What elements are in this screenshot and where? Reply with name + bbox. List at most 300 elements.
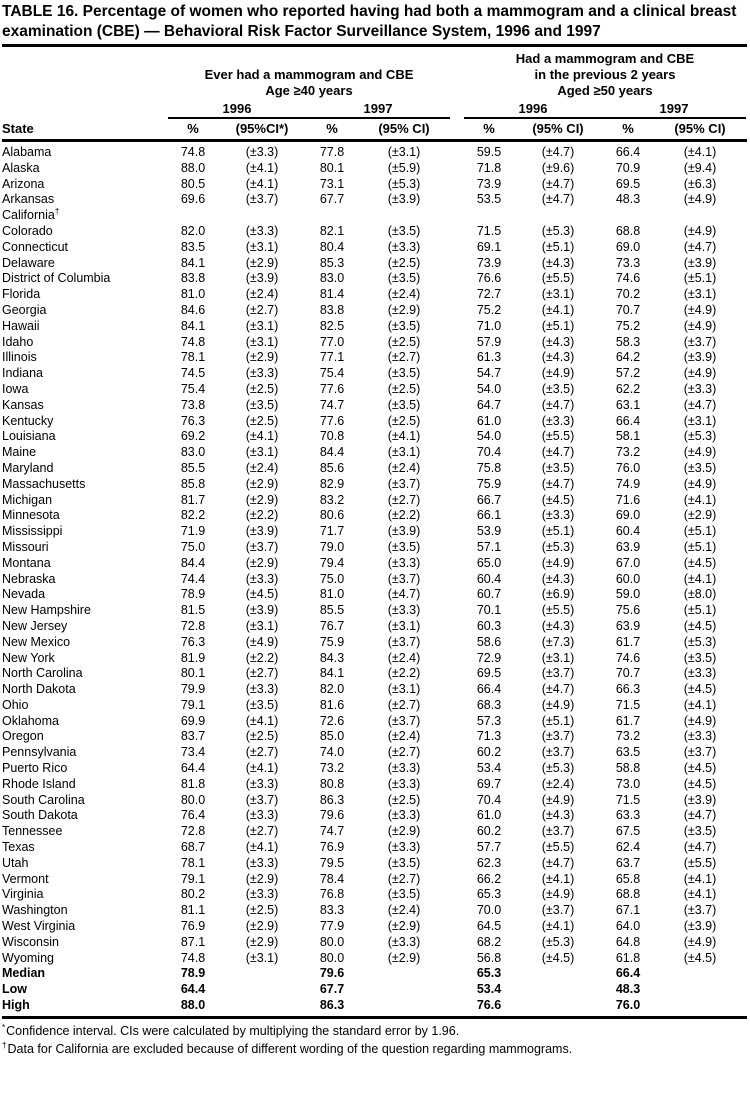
percent-value: 64.5 bbox=[476, 919, 502, 934]
percent-value: 81.6 bbox=[319, 697, 345, 712]
state-name: Nevada bbox=[2, 587, 46, 602]
ci-value: (±4.9) bbox=[541, 697, 575, 712]
ci-value: (±4.9) bbox=[541, 555, 575, 570]
table-row bbox=[2, 777, 747, 793]
ci-value: (±2.5) bbox=[387, 413, 421, 428]
ci-value: (±3.9) bbox=[387, 524, 421, 539]
percent-value: 67.7 bbox=[319, 192, 345, 207]
ci-value: (±2.4) bbox=[387, 287, 421, 302]
ci-value: (±5.5) bbox=[683, 855, 717, 870]
percent-value: 75.8 bbox=[476, 460, 502, 475]
percent-value: 71.9 bbox=[180, 524, 206, 539]
percent-value: 57.9 bbox=[476, 334, 502, 349]
percent-value: 74.0 bbox=[319, 745, 345, 760]
ci-value: (±3.9) bbox=[683, 255, 717, 270]
table-row bbox=[2, 698, 747, 714]
group1-years bbox=[168, 101, 450, 119]
percent-value: 53.9 bbox=[476, 524, 502, 539]
ci-value: (±4.5) bbox=[683, 761, 717, 776]
state-name: Iowa bbox=[2, 381, 29, 396]
header-subcolumns-row bbox=[2, 119, 747, 139]
ci-value: (±4.9) bbox=[683, 192, 717, 207]
state-column-header: State bbox=[2, 121, 34, 136]
ci-value: (±2.5) bbox=[387, 255, 421, 270]
percent-value: 61.7 bbox=[615, 634, 641, 649]
percent-value: 67.5 bbox=[615, 824, 641, 839]
percent-value: 57.7 bbox=[476, 840, 502, 855]
percent-value: 71.7 bbox=[319, 524, 345, 539]
ci-value: (±5.5) bbox=[541, 429, 575, 444]
percent-value: 81.8 bbox=[180, 776, 206, 791]
table-body bbox=[2, 142, 747, 1014]
ci-value: (±2.9) bbox=[245, 255, 279, 270]
ci-value: (±3.7) bbox=[245, 792, 279, 807]
ci-value: (±2.7) bbox=[245, 745, 279, 760]
percent-value: 80.0 bbox=[319, 950, 345, 965]
ci-value: (±5.1) bbox=[541, 713, 575, 728]
ci-value: (±3.7) bbox=[683, 334, 717, 349]
ci-value: (±5.1) bbox=[683, 603, 717, 618]
percent-value: 68.8 bbox=[615, 223, 641, 238]
state-name: Louisiana bbox=[2, 429, 56, 444]
table-row bbox=[2, 919, 747, 935]
table-header bbox=[2, 51, 747, 139]
percent-value: 74.6 bbox=[615, 650, 641, 665]
percent-value: 65.0 bbox=[476, 555, 502, 570]
ci-value: (±3.5) bbox=[683, 650, 717, 665]
ci-value: (±4.3) bbox=[541, 350, 575, 365]
percent-value: 74.6 bbox=[615, 271, 641, 286]
ci-value: (±4.7) bbox=[541, 145, 575, 159]
percent-value: 63.9 bbox=[615, 539, 641, 554]
table-row bbox=[2, 887, 747, 903]
percent-value: 84.1 bbox=[180, 255, 206, 270]
group1-1997-percent-header: % bbox=[326, 121, 338, 136]
ci-value: (±2.9) bbox=[387, 919, 421, 934]
ci-value: (±3.5) bbox=[541, 381, 575, 396]
percent-value: 71.8 bbox=[476, 160, 502, 175]
state-name: Virginia bbox=[2, 887, 44, 902]
bottom-rule bbox=[2, 1016, 747, 1019]
group2-1996-ci-header: (95% CI) bbox=[532, 121, 584, 136]
ci-value: (±3.7) bbox=[541, 745, 575, 760]
percent-value: 61.0 bbox=[476, 413, 502, 428]
percent-value: 65.3 bbox=[476, 966, 502, 981]
ci-value: (±4.9) bbox=[541, 366, 575, 381]
table-row bbox=[2, 161, 747, 177]
percent-value: 73.9 bbox=[476, 176, 502, 191]
ci-value: (±3.1) bbox=[245, 445, 279, 460]
ci-value: (±4.5) bbox=[683, 555, 717, 570]
table-row bbox=[2, 256, 747, 272]
percent-value: 80.8 bbox=[319, 776, 345, 791]
percent-value: 56.8 bbox=[476, 950, 502, 965]
table-row bbox=[2, 793, 747, 809]
ci-value: (±3.9) bbox=[245, 271, 279, 286]
group2-title bbox=[464, 51, 746, 99]
percent-value: 76.0 bbox=[615, 998, 641, 1013]
percent-value: 73.9 bbox=[476, 255, 502, 270]
table-row bbox=[2, 524, 747, 540]
ci-value: (±3.5) bbox=[541, 460, 575, 475]
percent-value: 82.1 bbox=[319, 223, 345, 238]
percent-value: 81.7 bbox=[180, 492, 206, 507]
ci-value: (±5.1) bbox=[683, 271, 717, 286]
ci-value: (±3.3) bbox=[541, 508, 575, 523]
ci-value: (±4.9) bbox=[541, 792, 575, 807]
ci-value: (±2.5) bbox=[245, 903, 279, 918]
ci-value: (±4.9) bbox=[683, 713, 717, 728]
ci-value: (±3.1) bbox=[245, 950, 279, 965]
ci-value: (±3.3) bbox=[245, 145, 279, 159]
ci-value: (±4.1) bbox=[245, 840, 279, 855]
percent-value: 80.2 bbox=[180, 887, 206, 902]
percent-value: 81.9 bbox=[180, 650, 206, 665]
ci-value: (±2.9) bbox=[387, 824, 421, 839]
ci-value: (±3.3) bbox=[387, 239, 421, 254]
ci-value: (±2.9) bbox=[387, 302, 421, 317]
ci-value: (±4.5) bbox=[541, 492, 575, 507]
ci-value: (±4.5) bbox=[245, 587, 279, 602]
ci-value: (±3.3) bbox=[245, 887, 279, 902]
ci-value: (±3.3) bbox=[245, 682, 279, 697]
ci-value: (±2.4) bbox=[541, 776, 575, 791]
state-name: Oregon bbox=[2, 729, 44, 744]
ci-value: (±3.5) bbox=[245, 397, 279, 412]
table-row bbox=[2, 366, 747, 382]
percent-value: 69.9 bbox=[180, 713, 206, 728]
percent-value: 69.0 bbox=[615, 239, 641, 254]
table-row bbox=[2, 398, 747, 414]
percent-value: 70.0 bbox=[476, 903, 502, 918]
ci-value: (±5.5) bbox=[541, 271, 575, 286]
table-title: TABLE 16. Percentage of women who reported having had both a mammogram and a clinical breast examination (CBE) — Behavioral Risk Factor Surveillance System, 1996 and 1997 bbox=[2, 3, 737, 40]
table-row bbox=[2, 951, 747, 967]
group2-1997-percent-header: % bbox=[622, 121, 634, 136]
percent-value: 79.5 bbox=[319, 855, 345, 870]
percent-value: 58.8 bbox=[615, 761, 641, 776]
ci-value: (±2.2) bbox=[387, 508, 421, 523]
state-name: Pennsylvania bbox=[2, 745, 77, 760]
ci-value: (±4.5) bbox=[541, 950, 575, 965]
state-name: Maryland bbox=[2, 460, 54, 475]
percent-value: 63.3 bbox=[615, 808, 641, 823]
percent-value: 79.6 bbox=[319, 966, 345, 981]
state-name: Delaware bbox=[2, 255, 55, 270]
percent-value: 54.0 bbox=[476, 429, 502, 444]
ci-value: (±3.7) bbox=[541, 729, 575, 744]
table-row bbox=[2, 429, 747, 445]
percent-value: 68.2 bbox=[476, 934, 502, 949]
percent-value: 80.6 bbox=[319, 508, 345, 523]
percent-value: 66.4 bbox=[615, 966, 641, 981]
group1-title-line2: Age ≥40 years bbox=[265, 83, 353, 98]
percent-value: 82.0 bbox=[319, 682, 345, 697]
group1-year-1997: 1997 bbox=[363, 101, 393, 116]
state-name: Wyoming bbox=[2, 950, 54, 965]
state-name: Connecticut bbox=[2, 239, 69, 254]
percent-value: 62.2 bbox=[615, 381, 641, 396]
state-name: South Dakota bbox=[2, 808, 78, 823]
percent-value: 73.2 bbox=[615, 445, 641, 460]
percent-value: 71.6 bbox=[615, 492, 641, 507]
table-row bbox=[2, 192, 747, 208]
ci-value: (±2.2) bbox=[245, 508, 279, 523]
ci-value: (±2.9) bbox=[245, 555, 279, 570]
ci-value: (±3.1) bbox=[387, 145, 421, 159]
table-row bbox=[2, 998, 747, 1014]
percent-value: 74.8 bbox=[180, 145, 206, 159]
percent-value: 67.1 bbox=[615, 903, 641, 918]
percent-value: 70.8 bbox=[319, 429, 345, 444]
ci-value: (±4.9) bbox=[683, 302, 717, 317]
group1-title bbox=[168, 67, 450, 99]
percent-value: 81.5 bbox=[180, 603, 206, 618]
ci-value: (±7.3) bbox=[541, 634, 575, 649]
table-row bbox=[2, 856, 747, 872]
ci-value: (±2.4) bbox=[387, 903, 421, 918]
percent-value: 73.0 bbox=[615, 776, 641, 791]
percent-value: 73.4 bbox=[180, 745, 206, 760]
percent-value: 79.6 bbox=[319, 808, 345, 823]
table-row bbox=[2, 840, 747, 856]
percent-value: 69.0 bbox=[615, 508, 641, 523]
group2-1997-ci-header: (95% CI) bbox=[674, 121, 726, 136]
percent-value: 66.3 bbox=[615, 682, 641, 697]
percent-value: 83.7 bbox=[180, 729, 206, 744]
ci-value: (±3.3) bbox=[387, 934, 421, 949]
ci-value: (±4.1) bbox=[683, 145, 717, 159]
ci-value: (±4.5) bbox=[683, 776, 717, 791]
table-row bbox=[2, 714, 747, 730]
state-name: Utah bbox=[2, 855, 29, 870]
table-row bbox=[2, 619, 747, 635]
percent-value: 53.4 bbox=[476, 982, 502, 997]
ci-value: (±4.1) bbox=[541, 302, 575, 317]
ci-value: (±2.7) bbox=[387, 871, 421, 886]
percent-value: 70.9 bbox=[615, 160, 641, 175]
percent-value: 74.8 bbox=[180, 334, 206, 349]
percent-value: 86.3 bbox=[319, 792, 345, 807]
table-row bbox=[2, 556, 747, 572]
percent-value: 86.3 bbox=[319, 998, 345, 1013]
percent-value: 76.3 bbox=[180, 634, 206, 649]
ci-value: (±2.9) bbox=[245, 919, 279, 934]
ci-value: (±4.1) bbox=[541, 919, 575, 934]
table-row bbox=[2, 682, 747, 698]
percent-value: 53.5 bbox=[476, 192, 502, 207]
percent-value: 81.1 bbox=[180, 903, 206, 918]
ci-value: (±6.9) bbox=[541, 587, 575, 602]
percent-value: 84.4 bbox=[319, 445, 345, 460]
state-name: Kansas bbox=[2, 397, 44, 412]
percent-value: 84.1 bbox=[319, 666, 345, 681]
ci-value: (±4.3) bbox=[541, 334, 575, 349]
state-name: Alaska bbox=[2, 160, 40, 175]
ci-value: (±2.4) bbox=[387, 729, 421, 744]
state-name: Idaho bbox=[2, 334, 34, 349]
state-name: Massachusetts bbox=[2, 476, 86, 491]
percent-value: 62.4 bbox=[615, 840, 641, 855]
ci-value: (±2.7) bbox=[387, 697, 421, 712]
percent-value: 82.0 bbox=[180, 223, 206, 238]
percent-value: 74.5 bbox=[180, 366, 206, 381]
percent-value: 84.3 bbox=[319, 650, 345, 665]
percent-value: 85.5 bbox=[319, 603, 345, 618]
table-row bbox=[2, 508, 747, 524]
ci-value: (±3.5) bbox=[683, 460, 717, 475]
group2-years bbox=[464, 101, 746, 119]
group1-year-1996: 1996 bbox=[222, 101, 252, 116]
percent-value: 84.6 bbox=[180, 302, 206, 317]
table-row bbox=[2, 729, 747, 745]
ci-value: (±3.5) bbox=[387, 887, 421, 902]
percent-value: 71.3 bbox=[476, 729, 502, 744]
percent-value: 79.0 bbox=[319, 539, 345, 554]
ci-value: (±4.7) bbox=[541, 176, 575, 191]
ci-value: (±3.1) bbox=[387, 445, 421, 460]
percent-value: 85.3 bbox=[319, 255, 345, 270]
ci-value: (±3.5) bbox=[245, 697, 279, 712]
percent-value: 78.9 bbox=[180, 587, 206, 602]
percent-value: 78.1 bbox=[180, 855, 206, 870]
percent-value: 72.7 bbox=[476, 287, 502, 302]
percent-value: 84.1 bbox=[180, 318, 206, 333]
table-row bbox=[2, 966, 747, 982]
ci-value: (±2.5) bbox=[387, 334, 421, 349]
percent-value: 60.4 bbox=[615, 524, 641, 539]
state-name: North Carolina bbox=[2, 666, 83, 681]
ci-value: (±4.3) bbox=[541, 255, 575, 270]
percent-value: 88.0 bbox=[180, 160, 206, 175]
ci-value: (±4.5) bbox=[683, 950, 717, 965]
percent-value: 76.9 bbox=[319, 840, 345, 855]
table-row bbox=[2, 461, 747, 477]
footnote-confidence-interval bbox=[2, 1022, 747, 1040]
percent-value: 58.6 bbox=[476, 634, 502, 649]
ci-value: (±3.3) bbox=[683, 666, 717, 681]
percent-value: 61.8 bbox=[615, 950, 641, 965]
ci-value: (±9.4) bbox=[683, 160, 717, 175]
percent-value: 70.7 bbox=[615, 302, 641, 317]
percent-value: 74.7 bbox=[319, 397, 345, 412]
percent-value: 70.4 bbox=[476, 445, 502, 460]
ci-value: (±2.5) bbox=[387, 792, 421, 807]
summary-row-label: High bbox=[2, 998, 30, 1013]
ci-value: (±2.7) bbox=[245, 824, 279, 839]
state-name: Wisconsin bbox=[2, 934, 59, 949]
state-name: Florida bbox=[2, 287, 41, 302]
percent-value: 64.4 bbox=[180, 761, 206, 776]
percent-value: 74.4 bbox=[180, 571, 206, 586]
percent-value: 77.8 bbox=[319, 145, 345, 159]
percent-value: 81.4 bbox=[319, 287, 345, 302]
table-row bbox=[2, 350, 747, 366]
percent-value: 77.0 bbox=[319, 334, 345, 349]
footnote-marker-dagger: † bbox=[2, 1040, 7, 1050]
ci-value: (±4.1) bbox=[245, 160, 279, 175]
percent-value: 83.2 bbox=[319, 492, 345, 507]
table-row bbox=[2, 240, 747, 256]
percent-value: 73.2 bbox=[615, 729, 641, 744]
state-name: Kentucky bbox=[2, 413, 54, 428]
ci-value: (±2.7) bbox=[245, 666, 279, 681]
percent-value: 48.3 bbox=[615, 982, 641, 997]
state-name: New York bbox=[2, 650, 55, 665]
percent-value: 70.2 bbox=[615, 287, 641, 302]
ci-value: (±3.3) bbox=[245, 808, 279, 823]
ci-value: (±4.7) bbox=[683, 840, 717, 855]
ci-value: (±2.5) bbox=[245, 381, 279, 396]
ci-value: (±4.7) bbox=[541, 855, 575, 870]
percent-value: 82.9 bbox=[319, 476, 345, 491]
percent-value: 64.0 bbox=[615, 919, 641, 934]
percent-value: 79.1 bbox=[180, 871, 206, 886]
percent-value: 84.4 bbox=[180, 555, 206, 570]
percent-value: 66.4 bbox=[615, 145, 641, 159]
percent-value: 75.4 bbox=[180, 381, 206, 396]
percent-value: 81.0 bbox=[319, 587, 345, 602]
percent-value: 72.8 bbox=[180, 618, 206, 633]
ci-value: (±2.4) bbox=[245, 460, 279, 475]
percent-value: 88.0 bbox=[180, 998, 206, 1013]
ci-value: (±4.9) bbox=[683, 223, 717, 238]
table-row bbox=[2, 635, 747, 651]
table-row bbox=[2, 666, 747, 682]
ci-value: (±3.7) bbox=[683, 903, 717, 918]
group1-title-line1: Ever had a mammogram and CBE bbox=[204, 67, 414, 82]
ci-value: (±4.5) bbox=[683, 618, 717, 633]
ci-value: (±3.5) bbox=[387, 318, 421, 333]
ci-value: (±2.9) bbox=[387, 950, 421, 965]
table-row bbox=[2, 651, 747, 667]
table-row bbox=[2, 224, 747, 240]
ci-value: (±4.7) bbox=[683, 808, 717, 823]
group2-title-line3: Aged ≥50 years bbox=[557, 83, 653, 98]
state-name: Mississippi bbox=[2, 524, 63, 539]
percent-value: 80.4 bbox=[319, 239, 345, 254]
percent-value: 67.0 bbox=[615, 555, 641, 570]
ci-value: (±5.1) bbox=[541, 239, 575, 254]
percent-value: 68.3 bbox=[476, 697, 502, 712]
percent-value: 70.7 bbox=[615, 666, 641, 681]
percent-value: 65.3 bbox=[476, 887, 502, 902]
ci-value: (±4.7) bbox=[541, 192, 575, 207]
ci-value: (±3.3) bbox=[387, 776, 421, 791]
ci-value: (±4.7) bbox=[541, 397, 575, 412]
percent-value: 77.6 bbox=[319, 381, 345, 396]
percent-value: 80.0 bbox=[319, 934, 345, 949]
ci-value: (±4.7) bbox=[683, 397, 717, 412]
percent-value: 76.8 bbox=[319, 887, 345, 902]
percent-value: 68.8 bbox=[615, 887, 641, 902]
state-name: North Dakota bbox=[2, 682, 76, 697]
ci-value: (±5.3) bbox=[541, 223, 575, 238]
ci-value: (±2.5) bbox=[245, 729, 279, 744]
percent-value: 73.8 bbox=[180, 397, 206, 412]
ci-value: (±3.3) bbox=[245, 571, 279, 586]
percent-value: 61.3 bbox=[476, 350, 502, 365]
ci-value: (±3.7) bbox=[541, 903, 575, 918]
percent-value: 74.9 bbox=[615, 476, 641, 491]
ci-value: (±2.4) bbox=[245, 287, 279, 302]
percent-value: 76.9 bbox=[180, 919, 206, 934]
percent-value: 64.8 bbox=[615, 934, 641, 949]
ci-value: (±9.6) bbox=[541, 160, 575, 175]
percent-value: 71.5 bbox=[476, 223, 502, 238]
percent-value: 75.0 bbox=[180, 539, 206, 554]
state-name: Maine bbox=[2, 445, 37, 460]
